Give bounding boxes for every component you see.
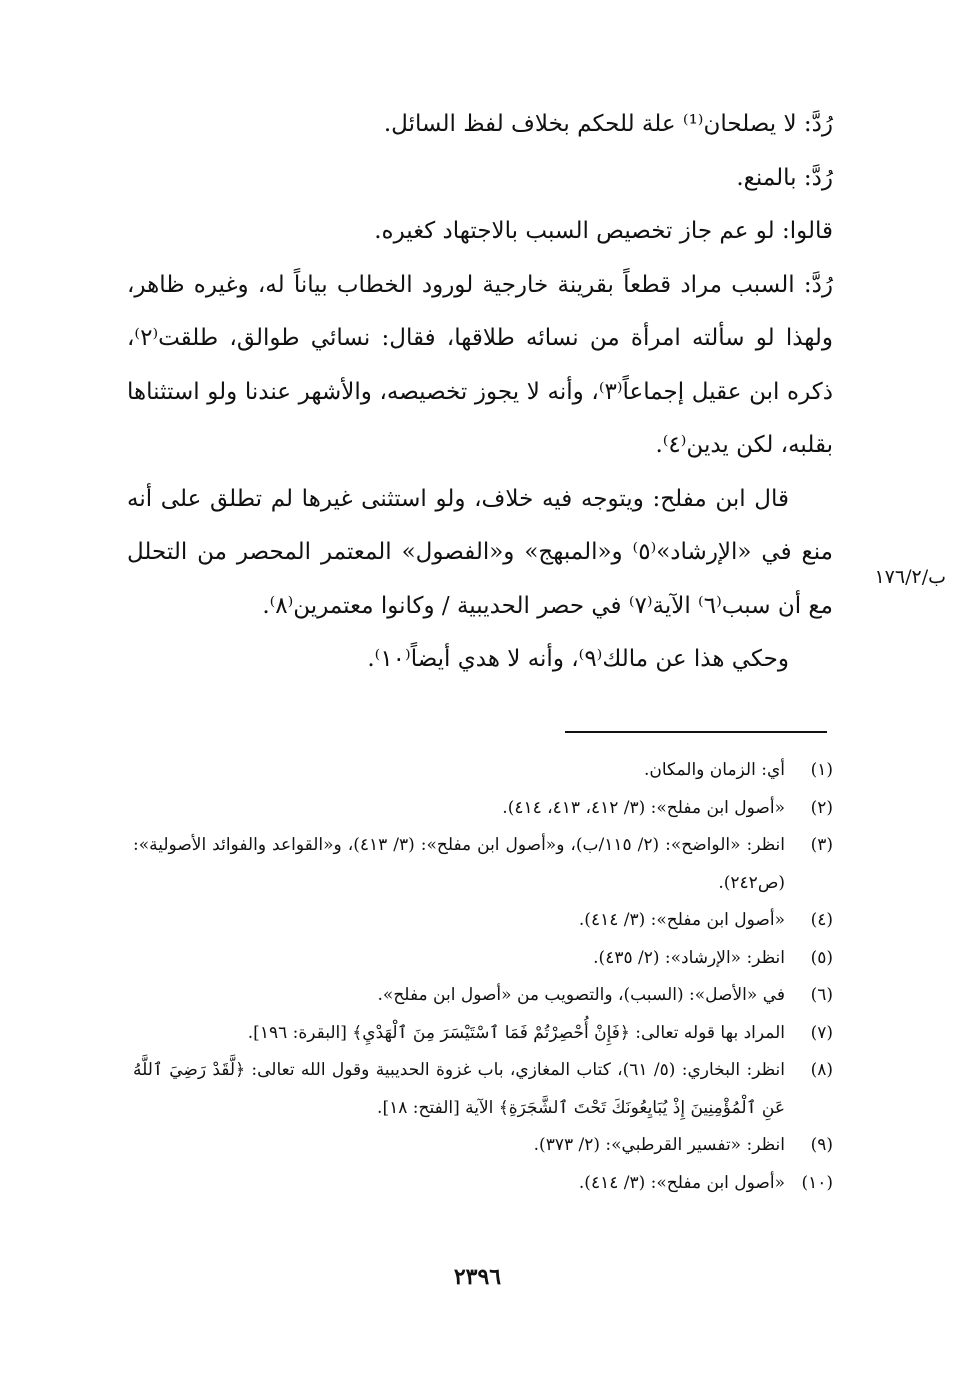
footnote (133, 1052, 833, 1127)
footnote-number: (١) (810, 760, 833, 780)
footnote (133, 1015, 833, 1053)
footnote-number: (٤) (810, 910, 833, 930)
footnotes (133, 752, 833, 1202)
footnote-number: (٦) (810, 985, 833, 1005)
footnote-text: المراد بها قوله تعالى: ﴿فَإِنْ أُحْصِرْتُمْ فَمَا ٱسْتَيْسَرَ مِنَ ٱلْهَدْيِ﴾ [البقرة: ١٩٦]. (247, 1022, 785, 1043)
paragraph-1: رُدَّ: لا يصلحان⁽¹⁾ علة للحكم بخلاف لفظ السائل. (383, 111, 833, 137)
footnote (133, 752, 833, 790)
footnote-text: انظر: «الإرشاد»: (٢/ ٤٣٥). (593, 947, 785, 968)
page-number: ٢٣٩٦ (453, 1264, 502, 1290)
footnote (133, 790, 833, 828)
paragraph-5: قال ابن مفلح: ويتوجه فيه خلاف، ولو استثنى غيرها لم تطلق على أنه منع في «الإرشاد»⁽٥⁾ و«المبهج» و«الفصول» المعتمر المحصر من التحلل مع أن سبب⁽٦⁾ الآية⁽٧⁾ في حصر الحديبية / وكانوا معتمرين⁽٨⁾. (127, 485, 833, 619)
footnote (133, 1127, 833, 1165)
footnote-text: انظر: البخاري: (٥/ ٦١)، كتاب المغازي، باب غزوة الحديبية وقول الله تعالى: ﴿لَّقَدْ رَضِيَ ٱللَّهُ عَنِ ٱلْمُؤْمِنِينَ إِذْ يُبَايِعُونَكَ تَحْتَ ٱلشَّجَرَةِ﴾ الآية [الفتح: ١٨]. (133, 1060, 785, 1118)
footnote-text: «أصول ابن مفلح»: (٣/ ٤١٢، ٤١٣، ٤١٤). (502, 797, 785, 818)
footnote-text: «أصول ابن مفلح»: (٣/ ٤١٤). (578, 1172, 785, 1193)
paragraph-4: رُدَّ: السبب مراد قطعاً بقرينة خارجية لورود الخطاب بياناً له، وغيره ظاهر، ولهذا لو سألته امرأة من نسائه طلاقها، فقال: نسائي طوالق، طلقت⁽٢⁾، ذكره ابن عقيل إجماعاً⁽٣⁾، وأنه لا يجوز تخصيصه، والأشهر عندنا ولو استثناها بقلبه، لكن يدين⁽٤⁾. (127, 271, 833, 458)
paragraph-6: وحكي هذا عن مالك⁽٩⁾، وأنه لا هدي أيضاً⁽١٠⁾. (367, 646, 789, 672)
footnote-text: انظر: «الواضح»: (٢/ ١١٥/ب)، و«أصول ابن مفلح»: (٣/ ٤١٣)، و«القواعد والفوائد الأصولية»: (ص٢٤٢). (133, 835, 785, 893)
footnote-number: (١٠) (801, 1172, 833, 1193)
footnote-text: في «الأصل»: (السبب)، والتصويب من «أصول ابن مفلح». (377, 985, 785, 1005)
footnote (133, 902, 833, 940)
paragraph-3: قالوا: لو عم جاز تخصيص السبب بالاجتهاد كغيره. (374, 218, 833, 244)
footnote-text: أي: الزمان والمكان. (643, 760, 785, 780)
paragraph-2: رُدَّ: بالمنع. (736, 164, 833, 191)
main-text (127, 98, 833, 687)
footnote (133, 977, 833, 1015)
footnote-text: «أصول ابن مفلح»: (٣/ ٤١٤). (578, 910, 785, 930)
footnote-number: (٣) (810, 835, 833, 855)
footnote (133, 940, 833, 978)
footnote-text: انظر: «تفسير القرطبي»: (٢/ ٣٧٣). (533, 1135, 785, 1155)
footnote (133, 827, 833, 902)
footnote-number: (٢) (810, 797, 833, 818)
footnote-separator (565, 731, 827, 733)
manuscript-folio-marker: ب/١٧٦/٢ (874, 566, 946, 588)
footnote-number: (٧) (810, 1022, 833, 1043)
footnote-number: (٥) (810, 947, 833, 968)
footnote (133, 1165, 833, 1203)
footnote-number: (٨) (810, 1060, 833, 1080)
footnote-number: (٩) (810, 1135, 833, 1155)
